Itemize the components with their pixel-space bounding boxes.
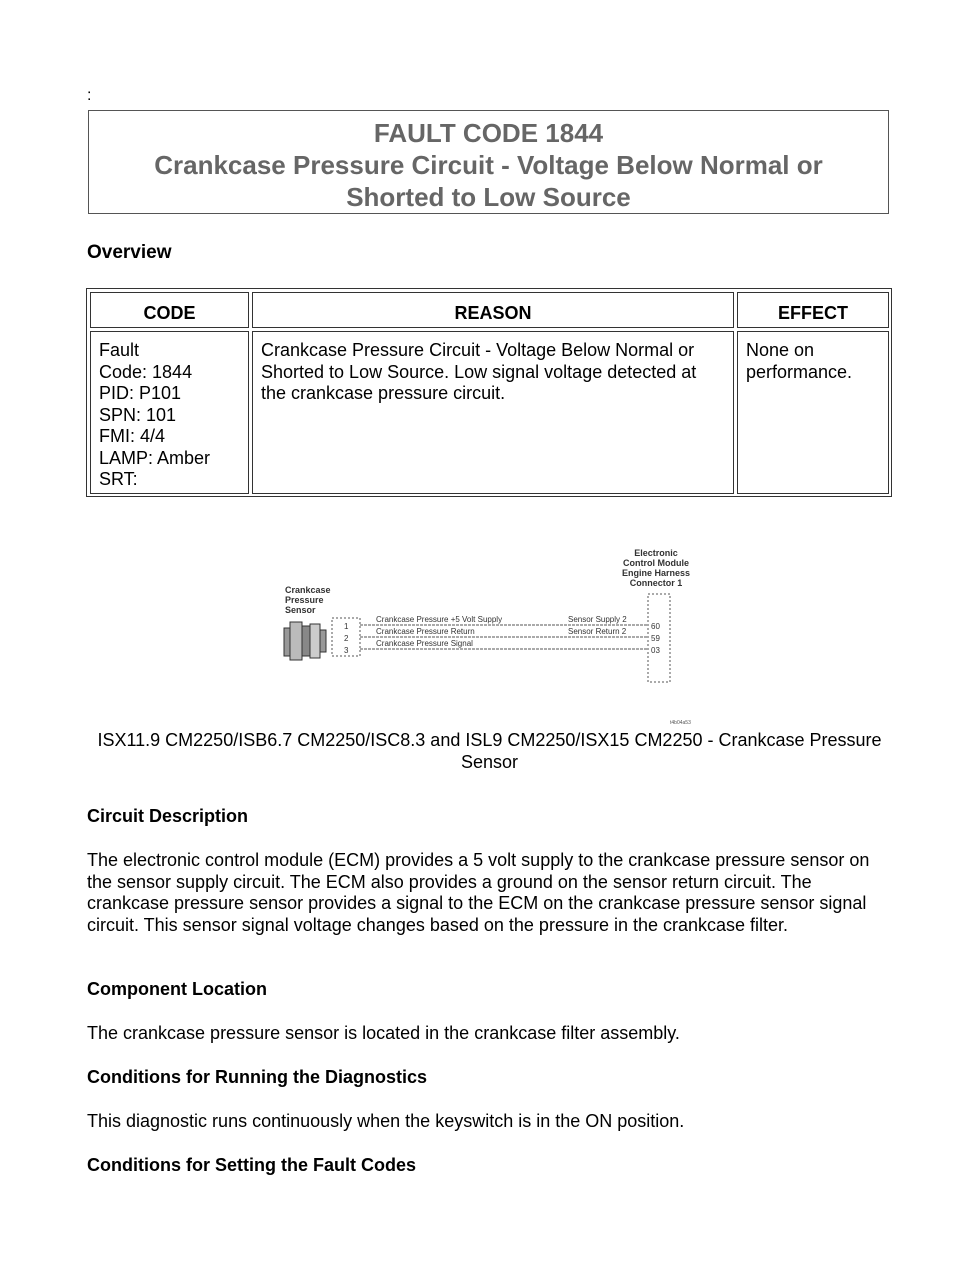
- ecm-wire-label-return: Sensor Return 2: [568, 627, 627, 636]
- sensor-body-icon: [284, 622, 326, 660]
- sensor-label-line3: Sensor: [285, 605, 316, 615]
- setting-conditions-heading: Conditions for Setting the Fault Codes: [87, 1155, 416, 1175]
- overview-heading: Overview: [87, 242, 172, 263]
- ecm-wire-label-supply: Sensor Supply 2: [568, 615, 627, 624]
- code-line-fmi: FMI: 4/4: [99, 426, 166, 446]
- ecm-label-line1: Electronic: [634, 548, 678, 558]
- sensor-pin-1: 1: [344, 622, 349, 631]
- fault-code-title: FAULT CODE 1844: [373, 118, 604, 148]
- diagram-ref-code: t4b04a53: [670, 720, 691, 726]
- code-line-code: Code: 1844: [99, 361, 193, 382]
- column-header-code: CODE: [90, 292, 249, 328]
- code-line-lamp: LAMP: Amber: [99, 447, 211, 468]
- running-conditions-heading: Conditions for Running the Diagnostics: [87, 1067, 427, 1087]
- ecm-pin-03: 03: [651, 646, 660, 655]
- code-line-srt: SRT:: [99, 469, 138, 489]
- fault-title-box: [88, 110, 889, 214]
- sensor-pin-3: 3: [344, 646, 349, 655]
- code-cell: [90, 331, 249, 494]
- column-header-reason: REASON: [252, 292, 734, 328]
- wiring-diagram: [270, 540, 710, 730]
- wire-label-signal: Crankcase Pressure Signal: [376, 639, 473, 648]
- wire-label-supply: Crankcase Pressure +5 Volt Supply: [376, 615, 503, 624]
- code-line-spn: SPN: 101: [99, 404, 177, 425]
- code-line-pid: PID: P101: [99, 383, 182, 403]
- ecm-label-line3: Engine Harness: [621, 568, 691, 578]
- circuit-description-body: The electronic control module (ECM) provides a 5 volt supply to the crankcase pressure sensor on the sensor supply circuit. The ECM also provides a ground on the sensor return circuit. The crankcase pressure sensor provides a signal to the ECM on the crankcase pressure sensor signal circuit. This sensor signal voltage changes based on the pressure in the crankcase filter.: [87, 850, 870, 935]
- sensor-label-line1: Crankcase: [285, 585, 331, 595]
- component-location-heading: Component Location: [87, 979, 267, 999]
- wire-label-return: Crankcase Pressure Return: [376, 627, 475, 636]
- running-conditions-body: This diagnostic runs continuously when the keyswitch is in the ON position.: [87, 1111, 685, 1131]
- sensor-pin-2: 2: [344, 634, 349, 643]
- page-marker: :: [87, 87, 92, 104]
- fault-description-title: Crankcase Pressure Circuit - Voltage Below Normal or Shorted to Low Source: [154, 150, 823, 212]
- ecm-label-line4: Connector 1: [629, 578, 683, 588]
- circuit-description-heading: Circuit Description: [87, 806, 249, 826]
- component-location-body: The crankcase pressure sensor is located in the crankcase filter assembly.: [87, 1023, 680, 1043]
- ecm-pin-59: 59: [651, 634, 660, 643]
- column-header-effect: EFFECT: [737, 292, 889, 328]
- reason-cell: Crankcase Pressure Circuit - Voltage Below Normal or Shorted to Low Source. Low signal voltage detected at the crankcase pressure circuit.: [252, 331, 734, 494]
- effect-cell: None on performance.: [737, 331, 889, 494]
- ecm-pin-60: 60: [651, 622, 660, 631]
- diagram-caption: ISX11.9 CM2250/ISB6.7 CM2250/ISC8.3 and ISL9 CM2250/ISX15 CM2250 - Crankcase Pressure Sensor: [97, 730, 882, 772]
- sensor-label-line2: Pressure: [285, 595, 324, 605]
- ecm-label-line2: Control Module: [623, 558, 689, 568]
- code-line-fault: Fault: [99, 340, 140, 360]
- fault-code-table: [86, 288, 892, 497]
